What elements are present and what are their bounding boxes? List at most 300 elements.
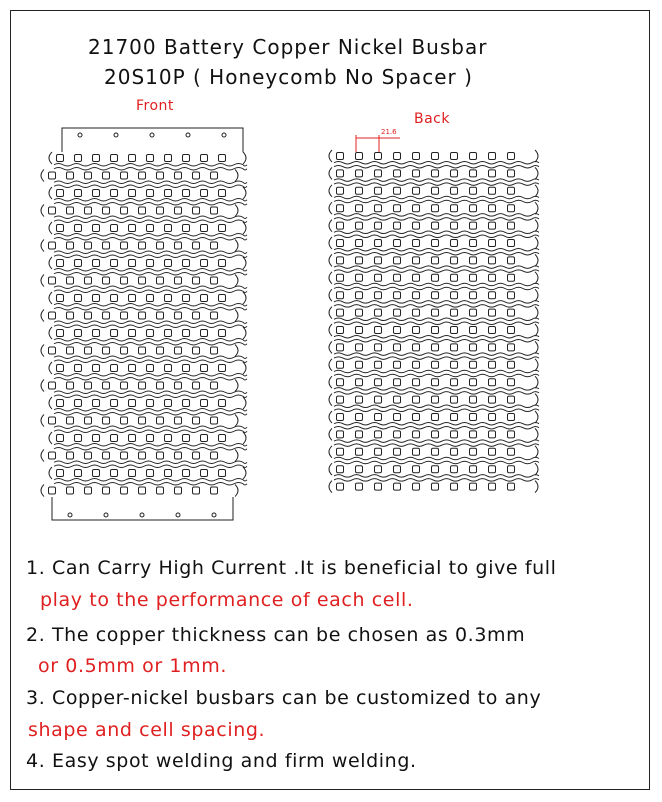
cell-weld-slot xyxy=(103,172,110,179)
busbar-edge-lobe xyxy=(243,222,246,234)
busbar-edge-lobe xyxy=(535,272,538,284)
busbar-edge-lobe xyxy=(329,359,332,371)
busbar-edge-lobe xyxy=(535,463,538,475)
cell-weld-slot xyxy=(356,292,363,299)
cell-weld-slot xyxy=(508,292,515,299)
cell-weld-slot xyxy=(219,155,226,162)
busbar-wavy-edge xyxy=(334,392,539,395)
cell-weld-slot xyxy=(111,435,118,442)
cell-weld-slot xyxy=(489,344,496,351)
busbar-wavy-edge xyxy=(334,339,539,342)
busbar-edge-lobe xyxy=(535,446,538,458)
cell-weld-slot xyxy=(432,153,439,160)
cell-weld-slot xyxy=(451,431,458,438)
cell-weld-slot xyxy=(356,327,363,334)
cell-weld-slot xyxy=(121,172,128,179)
cell-weld-slot xyxy=(508,205,515,212)
busbar-edge-lobe xyxy=(535,394,538,406)
cell-weld-slot xyxy=(111,225,118,232)
cell-weld-slot xyxy=(183,470,190,477)
cell-weld-slot xyxy=(93,225,100,232)
cell-weld-slot xyxy=(375,327,382,334)
cell-weld-slot xyxy=(67,487,74,494)
cell-weld-slot xyxy=(413,309,420,316)
cell-weld-slot xyxy=(356,187,363,194)
cell-weld-slot xyxy=(219,470,226,477)
note-4 xyxy=(26,750,417,772)
cell-weld-slot xyxy=(165,225,172,232)
front-top-tab xyxy=(62,128,243,152)
cell-weld-slot xyxy=(201,470,208,477)
cell-weld-slot xyxy=(470,483,477,490)
busbar-wavy-edge xyxy=(54,220,247,223)
busbar-edge-lobe xyxy=(329,446,332,458)
busbar-edge-lobe xyxy=(41,240,44,252)
note-3 xyxy=(26,687,541,709)
note-4-number: 4. xyxy=(26,750,46,772)
busbar-wavy-edge xyxy=(334,183,539,186)
busbar-wavy-edge xyxy=(334,161,539,164)
cell-weld-slot xyxy=(211,172,218,179)
cell-weld-slot xyxy=(470,379,477,386)
cell-weld-slot xyxy=(375,431,382,438)
cell-weld-slot xyxy=(67,207,74,214)
cell-weld-slot xyxy=(121,207,128,214)
note-4-text: Easy spot welding and firm welding. xyxy=(51,750,417,772)
cell-weld-slot xyxy=(175,487,182,494)
cell-weld-slot xyxy=(489,414,496,421)
cell-weld-slot xyxy=(201,155,208,162)
busbar-wavy-edge xyxy=(334,388,539,391)
cell-weld-slot xyxy=(201,295,208,302)
busbar-edge-lobe xyxy=(329,481,332,493)
busbar-edge-lobe xyxy=(235,345,238,357)
cell-weld-slot xyxy=(508,466,515,473)
cell-weld-slot xyxy=(175,277,182,284)
cell-weld-slot xyxy=(394,327,401,334)
busbar-wavy-edge xyxy=(334,440,539,443)
cell-weld-slot xyxy=(193,277,200,284)
cell-weld-slot xyxy=(451,257,458,264)
cell-weld-slot xyxy=(413,483,420,490)
cell-weld-slot xyxy=(508,344,515,351)
cell-weld-slot xyxy=(93,400,100,407)
busbar-edge-lobe xyxy=(235,450,238,462)
busbar-edge-lobe xyxy=(49,327,52,339)
cell-weld-slot xyxy=(175,347,182,354)
cell-weld-slot xyxy=(451,483,458,490)
busbar-wavy-edge xyxy=(334,218,539,221)
cell-weld-slot xyxy=(129,155,136,162)
cell-weld-slot xyxy=(451,448,458,455)
cell-weld-slot xyxy=(67,312,74,319)
back-view-label: Back xyxy=(414,111,450,127)
cell-weld-slot xyxy=(394,274,401,281)
cell-weld-slot xyxy=(337,414,344,421)
cell-weld-slot xyxy=(75,365,82,372)
busbar-edge-lobe xyxy=(41,415,44,427)
busbar-wavy-edge xyxy=(334,252,539,255)
cell-weld-slot xyxy=(75,295,82,302)
cell-weld-slot xyxy=(394,448,401,455)
busbar-wavy-edge xyxy=(54,339,247,342)
cell-weld-slot xyxy=(157,382,164,389)
cell-weld-slot xyxy=(75,330,82,337)
cell-weld-slot xyxy=(489,327,496,334)
busbar-edge-lobe xyxy=(49,292,52,304)
cell-weld-slot xyxy=(157,487,164,494)
cell-weld-slot xyxy=(508,414,515,421)
cell-weld-slot xyxy=(183,435,190,442)
busbar-edge-lobe xyxy=(243,397,246,409)
cell-weld-slot xyxy=(337,327,344,334)
front-top-tab-hole xyxy=(114,133,118,137)
note-1 xyxy=(26,557,557,579)
busbar-wavy-edge xyxy=(334,196,539,199)
cell-weld-slot xyxy=(508,396,515,403)
cell-weld-slot xyxy=(157,417,164,424)
cell-weld-slot xyxy=(432,274,439,281)
cell-weld-slot xyxy=(432,292,439,299)
busbar-wavy-edge xyxy=(334,461,539,464)
cell-weld-slot xyxy=(93,435,100,442)
cell-weld-slot xyxy=(93,155,100,162)
busbar-edge-lobe xyxy=(535,150,538,162)
cell-weld-slot xyxy=(211,277,218,284)
cell-weld-slot xyxy=(413,414,420,421)
cell-weld-slot xyxy=(129,435,136,442)
cell-weld-slot xyxy=(103,382,110,389)
cell-weld-slot xyxy=(85,382,92,389)
busbar-edge-lobe xyxy=(41,310,44,322)
cell-weld-slot xyxy=(413,361,420,368)
cell-weld-slot xyxy=(67,242,74,249)
front-bottom-tab-hole xyxy=(104,513,108,517)
cell-weld-slot xyxy=(432,257,439,264)
cell-weld-slot xyxy=(49,242,56,249)
cell-weld-slot xyxy=(175,417,182,424)
busbar-wavy-edge xyxy=(334,214,539,217)
cell-weld-slot xyxy=(451,379,458,386)
cell-weld-slot xyxy=(337,448,344,455)
front-bottom-tab-hole xyxy=(68,513,72,517)
busbar-edge-lobe xyxy=(235,205,238,217)
cell-weld-slot xyxy=(175,382,182,389)
cell-weld-slot xyxy=(375,448,382,455)
cell-weld-slot xyxy=(165,435,172,442)
cell-weld-slot xyxy=(337,466,344,473)
cell-weld-slot xyxy=(103,347,110,354)
busbar-edge-lobe xyxy=(329,341,332,353)
cell-weld-slot xyxy=(470,309,477,316)
note-1-continuation: play to the performance of each cell. xyxy=(40,589,414,611)
cell-weld-slot xyxy=(470,170,477,177)
cell-weld-slot xyxy=(85,417,92,424)
cell-weld-slot xyxy=(413,448,420,455)
busbar-wavy-edge xyxy=(334,374,539,377)
cell-weld-slot xyxy=(183,400,190,407)
cell-weld-slot xyxy=(121,277,128,284)
busbar-edge-lobe xyxy=(535,167,538,179)
busbar-wavy-edge xyxy=(54,413,247,416)
cell-weld-slot xyxy=(147,190,154,197)
cell-weld-slot xyxy=(451,414,458,421)
note-3-text: Copper-nickel busbars can be customized to any xyxy=(51,687,542,709)
cell-weld-slot xyxy=(508,431,515,438)
cell-weld-slot xyxy=(57,155,64,162)
cell-weld-slot xyxy=(413,344,420,351)
cell-weld-slot xyxy=(211,382,218,389)
cell-weld-slot xyxy=(451,309,458,316)
busbar-wavy-edge xyxy=(334,444,539,447)
cell-weld-slot xyxy=(432,448,439,455)
cell-weld-slot xyxy=(85,452,92,459)
cell-weld-slot xyxy=(201,330,208,337)
cell-weld-slot xyxy=(175,207,182,214)
cell-weld-slot xyxy=(211,242,218,249)
busbar-wavy-edge xyxy=(334,335,539,338)
busbar-edge-lobe xyxy=(535,254,538,266)
cell-weld-slot xyxy=(103,277,110,284)
cell-weld-slot xyxy=(394,431,401,438)
busbar-edge-lobe xyxy=(243,292,246,304)
cell-weld-slot xyxy=(121,347,128,354)
note-3-continuation: shape and cell spacing. xyxy=(28,719,266,741)
cell-weld-slot xyxy=(451,274,458,281)
busbar-edge-lobe xyxy=(329,376,332,388)
cell-weld-slot xyxy=(489,466,496,473)
cell-weld-slot xyxy=(219,260,226,267)
cell-weld-slot xyxy=(49,277,56,284)
cell-weld-slot xyxy=(394,187,401,194)
cell-weld-slot xyxy=(111,330,118,337)
busbar-wavy-edge xyxy=(334,287,539,290)
cell-weld-slot xyxy=(375,414,382,421)
cell-weld-slot xyxy=(211,452,218,459)
cell-weld-slot xyxy=(451,327,458,334)
cell-weld-slot xyxy=(337,257,344,264)
busbar-edge-lobe xyxy=(49,397,52,409)
cell-weld-slot xyxy=(183,295,190,302)
front-top-tab-hole xyxy=(186,133,190,137)
title-line-1: 21700 Battery Copper Nickel Busbar xyxy=(88,35,488,59)
busbar-wavy-edge xyxy=(54,325,247,328)
cell-weld-slot xyxy=(103,452,110,459)
cell-weld-slot xyxy=(508,448,515,455)
cell-weld-slot xyxy=(394,170,401,177)
busbar-wavy-edge xyxy=(334,231,539,234)
cell-weld-slot xyxy=(413,379,420,386)
cell-weld-slot xyxy=(337,153,344,160)
cell-weld-slot xyxy=(139,172,146,179)
busbar-wavy-edge xyxy=(54,374,247,377)
cell-weld-slot xyxy=(337,361,344,368)
cell-weld-slot xyxy=(111,190,118,197)
busbar-edge-lobe xyxy=(329,185,332,197)
busbar-wavy-edge xyxy=(54,448,247,451)
cell-weld-slot xyxy=(337,396,344,403)
cell-weld-slot xyxy=(211,312,218,319)
cell-weld-slot xyxy=(375,222,382,229)
cell-weld-slot xyxy=(85,172,92,179)
cell-weld-slot xyxy=(175,242,182,249)
cell-weld-slot xyxy=(356,396,363,403)
cell-weld-slot xyxy=(193,347,200,354)
busbar-wavy-edge xyxy=(334,426,539,429)
cell-weld-slot xyxy=(375,153,382,160)
cell-weld-slot xyxy=(451,466,458,473)
cell-weld-slot xyxy=(489,448,496,455)
cell-weld-slot xyxy=(394,309,401,316)
busbar-edge-lobe xyxy=(535,341,538,353)
cell-weld-slot xyxy=(93,365,100,372)
cell-weld-slot xyxy=(139,452,146,459)
cell-weld-slot xyxy=(201,190,208,197)
cell-weld-slot xyxy=(67,417,74,424)
cell-weld-slot xyxy=(165,470,172,477)
cell-weld-slot xyxy=(356,448,363,455)
busbar-edge-lobe xyxy=(235,485,238,497)
cell-weld-slot xyxy=(111,365,118,372)
busbar-wavy-edge xyxy=(54,465,247,468)
busbar-wavy-edge xyxy=(54,286,247,289)
cell-weld-slot xyxy=(183,190,190,197)
cell-weld-slot xyxy=(375,361,382,368)
cell-weld-slot xyxy=(165,190,172,197)
cell-weld-slot xyxy=(394,205,401,212)
cell-weld-slot xyxy=(394,240,401,247)
cell-weld-slot xyxy=(432,240,439,247)
cell-weld-slot xyxy=(49,382,56,389)
cell-weld-slot xyxy=(157,347,164,354)
busbar-edge-lobe xyxy=(49,257,52,269)
busbar-edge-lobe xyxy=(329,167,332,179)
cell-weld-slot xyxy=(57,400,64,407)
busbar-edge-lobe xyxy=(535,307,538,319)
cell-weld-slot xyxy=(121,382,128,389)
cell-weld-slot xyxy=(157,452,164,459)
busbar-edge-lobe xyxy=(243,432,246,444)
cell-weld-slot xyxy=(356,344,363,351)
cell-weld-slot xyxy=(413,170,420,177)
busbar-edge-lobe xyxy=(329,289,332,301)
cell-weld-slot xyxy=(103,312,110,319)
cell-weld-slot xyxy=(413,292,420,299)
cell-weld-slot xyxy=(85,207,92,214)
busbar-wavy-edge xyxy=(54,255,247,258)
cell-weld-slot xyxy=(394,257,401,264)
cell-weld-slot xyxy=(489,361,496,368)
busbar-wavy-edge xyxy=(54,238,247,241)
cell-weld-slot xyxy=(356,466,363,473)
cell-weld-slot xyxy=(157,312,164,319)
cell-weld-slot xyxy=(129,365,136,372)
busbar-wavy-edge xyxy=(334,422,539,425)
cell-weld-slot xyxy=(165,400,172,407)
cell-weld-slot xyxy=(75,400,82,407)
cell-weld-slot xyxy=(508,187,515,194)
note-2-number: 2. xyxy=(26,624,46,646)
busbar-wavy-edge xyxy=(334,409,539,412)
cell-weld-slot xyxy=(451,396,458,403)
cell-weld-slot xyxy=(432,309,439,316)
cell-weld-slot xyxy=(57,365,64,372)
cell-weld-slot xyxy=(489,205,496,212)
cell-weld-slot xyxy=(337,344,344,351)
cell-weld-slot xyxy=(489,187,496,194)
busbar-wavy-edge xyxy=(54,164,247,167)
cell-weld-slot xyxy=(413,257,420,264)
cell-weld-slot xyxy=(139,487,146,494)
cell-weld-slot xyxy=(157,277,164,284)
cell-weld-slot xyxy=(103,242,110,249)
busbar-edge-lobe xyxy=(329,428,332,440)
cell-weld-slot xyxy=(211,207,218,214)
cell-weld-slot xyxy=(201,400,208,407)
cell-weld-slot xyxy=(337,431,344,438)
front-bottom-tab-hole xyxy=(212,513,216,517)
cell-weld-slot xyxy=(432,431,439,438)
cell-weld-slot xyxy=(470,431,477,438)
cell-weld-slot xyxy=(375,257,382,264)
spacing-dimension xyxy=(356,128,400,152)
busbar-edge-lobe xyxy=(235,415,238,427)
cell-weld-slot xyxy=(470,257,477,264)
busbar-edge-lobe xyxy=(329,220,332,232)
cell-weld-slot xyxy=(67,452,74,459)
busbar-edge-lobe xyxy=(49,432,52,444)
cell-weld-slot xyxy=(356,483,363,490)
cell-weld-slot xyxy=(356,205,363,212)
cell-weld-slot xyxy=(67,277,74,284)
cell-weld-slot xyxy=(183,155,190,162)
busbar-wavy-edge xyxy=(334,305,539,308)
cell-weld-slot xyxy=(219,435,226,442)
cell-weld-slot xyxy=(147,155,154,162)
cell-weld-slot xyxy=(432,414,439,421)
busbar-wavy-edge xyxy=(334,266,539,269)
cell-weld-slot xyxy=(470,292,477,299)
cell-weld-slot xyxy=(356,170,363,177)
busbar-wavy-edge xyxy=(54,216,247,219)
cell-weld-slot xyxy=(508,240,515,247)
cell-weld-slot xyxy=(451,292,458,299)
cell-weld-slot xyxy=(147,225,154,232)
cell-weld-slot xyxy=(183,330,190,337)
busbar-wavy-edge xyxy=(334,479,539,482)
cell-weld-slot xyxy=(165,260,172,267)
cell-weld-slot xyxy=(432,466,439,473)
cell-weld-slot xyxy=(337,240,344,247)
cell-weld-slot xyxy=(193,487,200,494)
cell-weld-slot xyxy=(489,396,496,403)
cell-weld-slot xyxy=(337,222,344,229)
cell-weld-slot xyxy=(75,435,82,442)
cell-weld-slot xyxy=(470,187,477,194)
busbar-wavy-edge xyxy=(334,165,539,168)
cell-weld-slot xyxy=(201,260,208,267)
cell-weld-slot xyxy=(111,260,118,267)
cell-weld-slot xyxy=(49,452,56,459)
cell-weld-slot xyxy=(193,417,200,424)
cell-weld-slot xyxy=(85,347,92,354)
cell-weld-slot xyxy=(451,222,458,229)
cell-weld-slot xyxy=(139,417,146,424)
front-busbar-view xyxy=(41,128,247,520)
cell-weld-slot xyxy=(432,483,439,490)
front-top-tab-hole xyxy=(222,133,226,137)
cell-weld-slot xyxy=(219,190,226,197)
